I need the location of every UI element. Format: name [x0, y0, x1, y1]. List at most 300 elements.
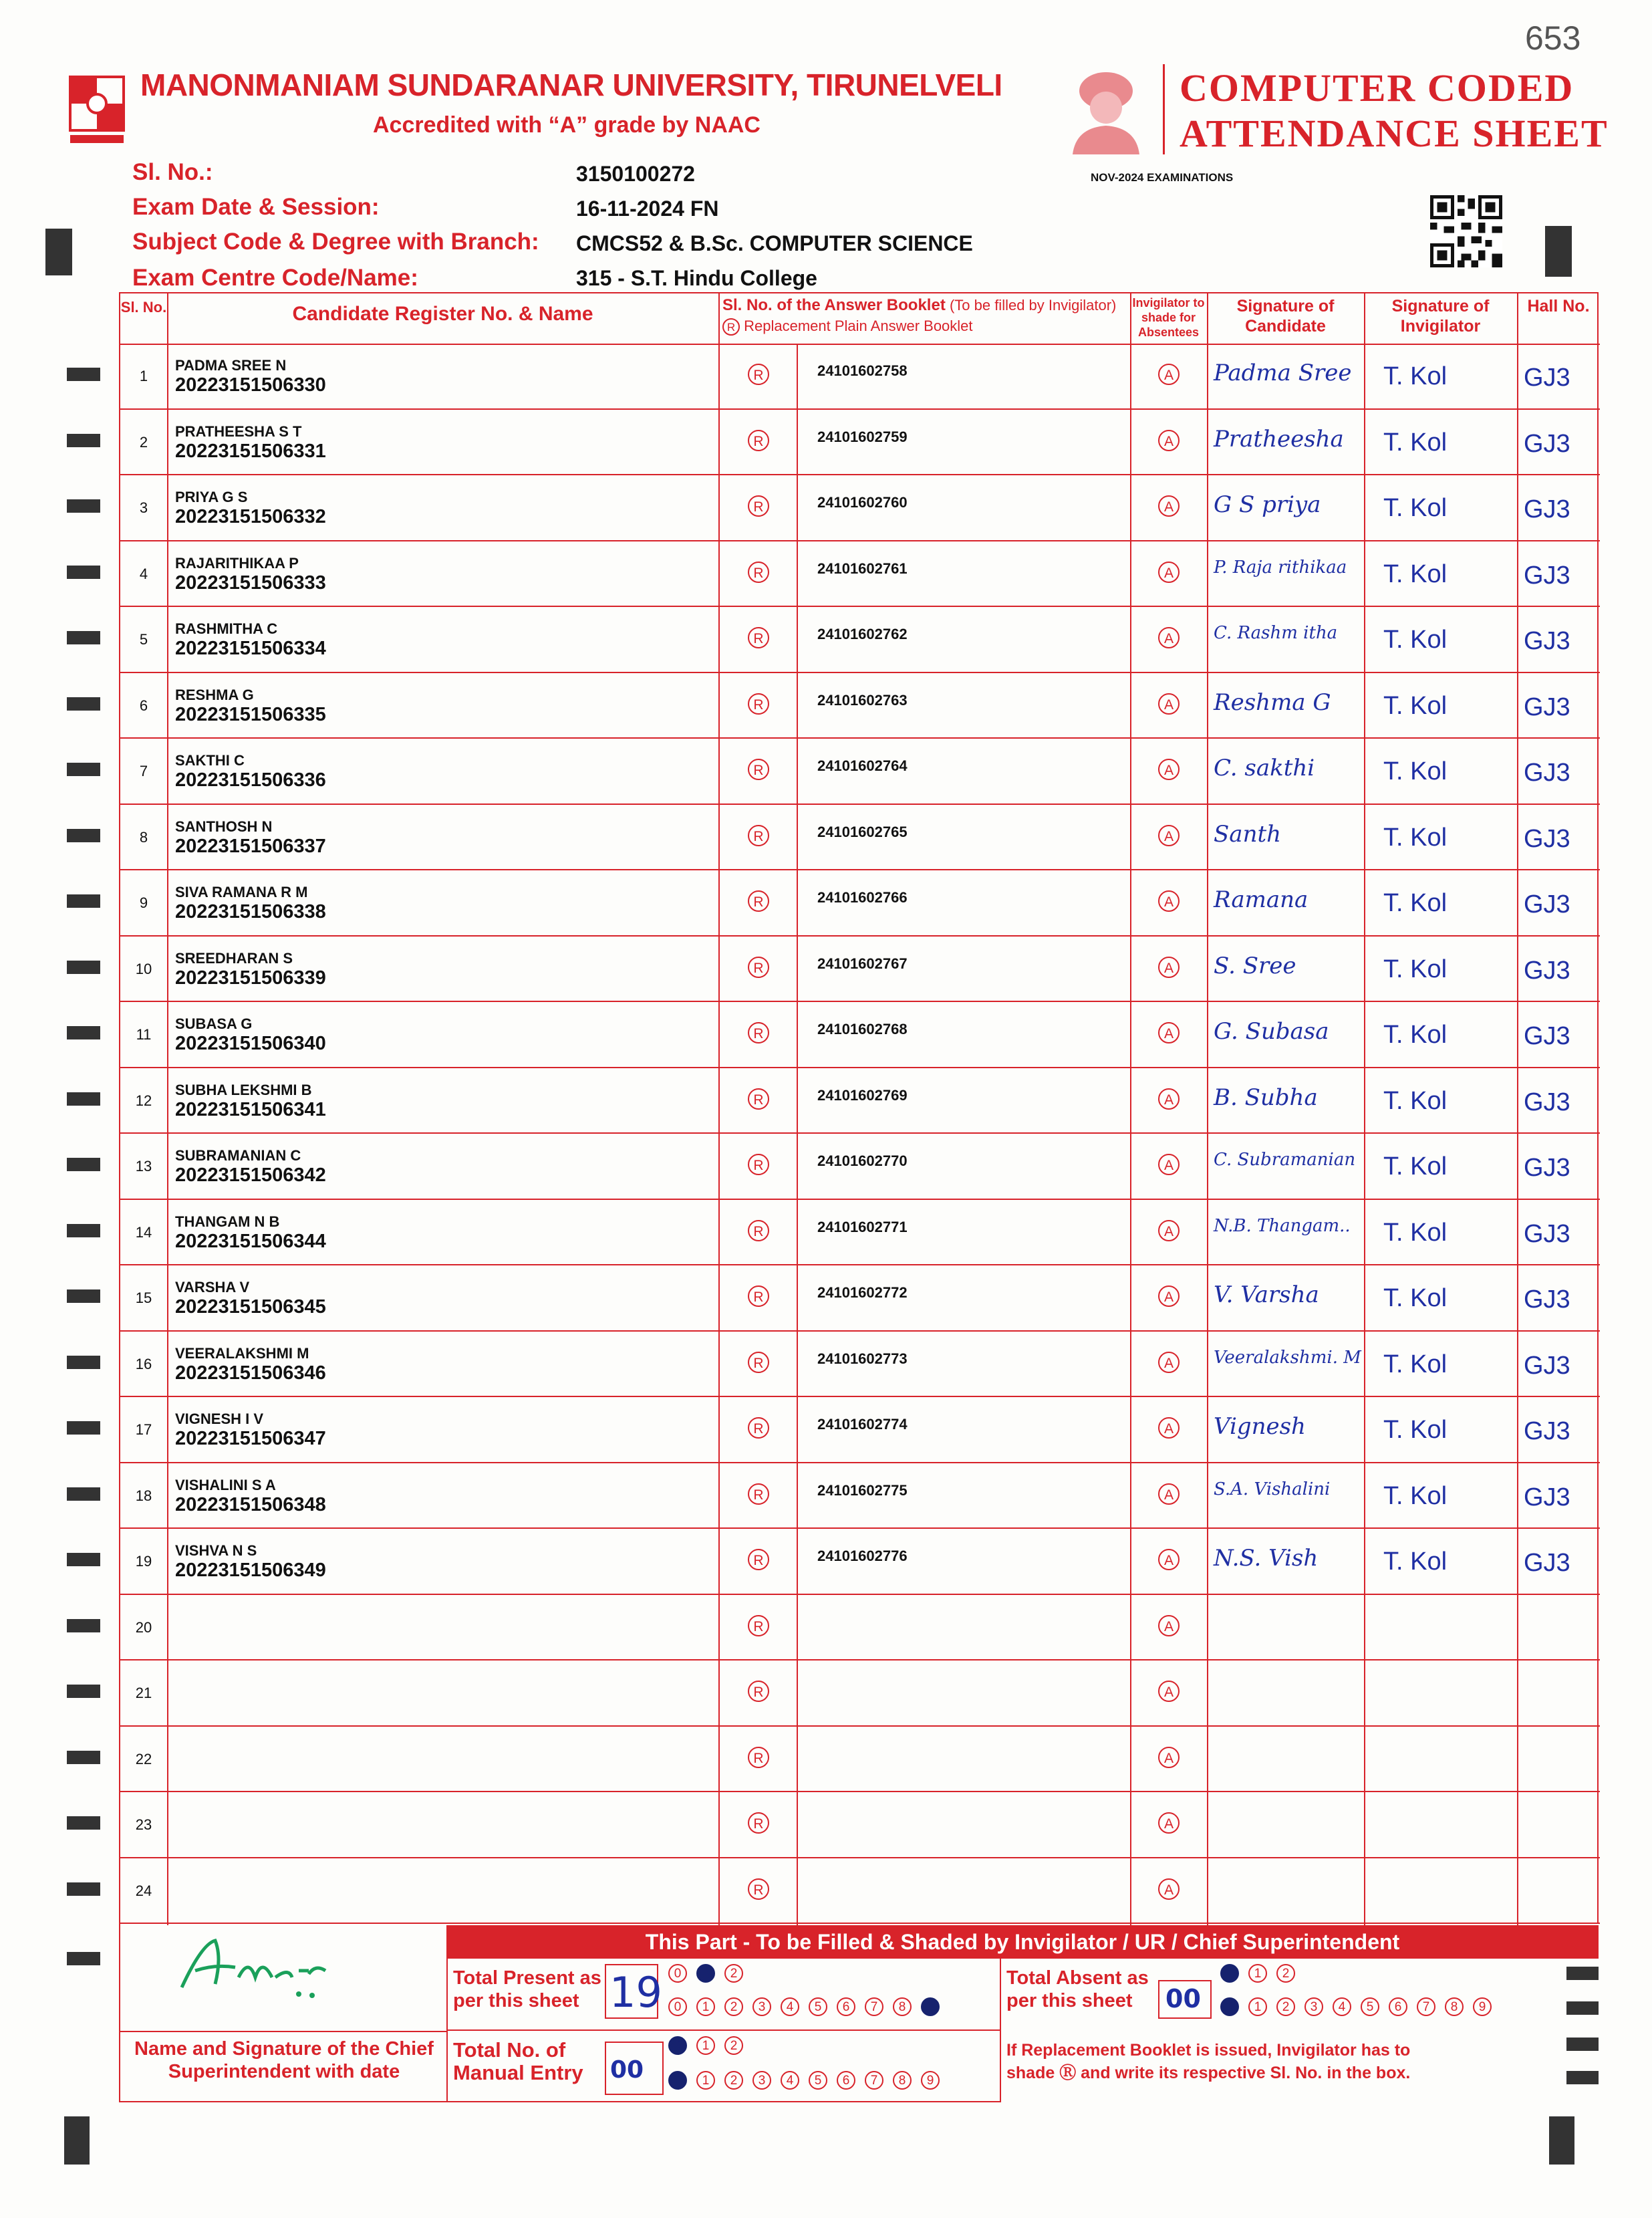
- chief-label: Name and Signature of the Chief Superintendent with date: [134, 2038, 434, 2082]
- replacement-bubble[interactable]: R: [748, 1615, 769, 1636]
- col-header-sig-candidate: Signature of Candidate: [1236, 297, 1335, 336]
- row-sl: 19: [135, 1553, 152, 1570]
- row-sl: 23: [135, 1816, 152, 1833]
- row-sl: 9: [139, 894, 148, 911]
- hall-number: GJ3: [1524, 495, 1570, 523]
- replacement-bubble[interactable]: R: [748, 1154, 769, 1175]
- invigilator-signature: T. Kol: [1383, 1152, 1448, 1181]
- absent-bubble[interactable]: A: [1158, 1088, 1180, 1110]
- digit-bubble[interactable]: 8: [1445, 1997, 1464, 2016]
- digit-bubble[interactable]: 2: [724, 1997, 743, 2016]
- hall-number: GJ3: [1524, 1549, 1570, 1577]
- table-row: [120, 673, 1600, 739]
- candidate-name: PRATHEESHA S T: [175, 422, 302, 440]
- digit-bubble[interactable]: 1: [696, 1997, 715, 2016]
- table-row: [120, 1200, 1600, 1266]
- candidate-name: RASHMITHA C: [175, 620, 278, 637]
- hall-number: GJ3: [1524, 1351, 1570, 1380]
- replacement-bubble[interactable]: R: [748, 1417, 769, 1439]
- row-sl: 22: [135, 1750, 152, 1767]
- candidate-name: RAJARITHIKAA P: [175, 554, 299, 572]
- candidate-name: SUBRAMANIAN C: [175, 1147, 301, 1164]
- replacement-bubble[interactable]: R: [748, 1088, 769, 1110]
- hall-number: GJ3: [1524, 364, 1570, 392]
- replacement-bubble[interactable]: R: [748, 693, 769, 715]
- timing-mark: [67, 961, 100, 974]
- register-number: 20223151506349: [175, 1560, 326, 1581]
- candidate-signature: G. Subasa: [1214, 1018, 1329, 1045]
- invigilator-signature: T. Kol: [1383, 1218, 1448, 1247]
- absent-bubble[interactable]: A: [1158, 1022, 1180, 1043]
- register-number: 20223151506346: [175, 1362, 326, 1384]
- absent-bubble[interactable]: A: [1158, 1812, 1180, 1834]
- register-number: 20223151506338: [175, 901, 326, 922]
- digit-bubble[interactable]: 2: [1276, 1964, 1295, 1983]
- register-number: 20223151506336: [175, 769, 326, 791]
- replacement-bubble[interactable]: R: [748, 1747, 769, 1768]
- invigilator-signature: T. Kol: [1383, 1548, 1448, 1576]
- replacement-bubble[interactable]: R: [748, 364, 769, 385]
- timing-mark: [67, 697, 100, 711]
- exam-date-label: Exam Date & Session:: [132, 194, 380, 220]
- replacement-bubble[interactable]: R: [748, 495, 769, 517]
- table-row: [120, 607, 1600, 673]
- register-number: 20223151506344: [175, 1230, 326, 1252]
- col-header-sig-invigilator: Signature of Invigilator: [1391, 297, 1490, 336]
- digit-bubble[interactable]: 1: [696, 2036, 715, 2055]
- total-absent-label: Total Absent as per this sheet: [1006, 1967, 1149, 2011]
- absent-bubble[interactable]: A: [1158, 1747, 1180, 1768]
- table-row: [120, 1727, 1600, 1793]
- replacement-bubble[interactable]: R: [748, 430, 769, 451]
- replacement-bubble[interactable]: R: [748, 1549, 769, 1570]
- attendance-table: [119, 292, 1599, 1924]
- booklet-number: 24101602770: [817, 1152, 908, 1169]
- absent-bubble[interactable]: A: [1158, 1417, 1180, 1439]
- digit-bubble[interactable]: 4: [781, 2071, 799, 2090]
- hall-number: GJ3: [1524, 693, 1570, 721]
- table-row: [120, 1332, 1600, 1398]
- row-sl: 7: [139, 763, 148, 779]
- hall-number: GJ3: [1524, 1154, 1570, 1182]
- row-sl: 12: [135, 1092, 152, 1109]
- booklet-number: 24101602758: [817, 362, 908, 379]
- row-sl: 24: [135, 1882, 152, 1899]
- booklet-number: 24101602773: [817, 1350, 908, 1367]
- timing-mark: [67, 894, 100, 908]
- table-row: [120, 1002, 1600, 1068]
- row-sl: 5: [139, 631, 148, 648]
- col-header-booklet: [718, 296, 1130, 315]
- absent-bubble[interactable]: A: [1158, 627, 1180, 648]
- absent-bubble[interactable]: A: [1158, 495, 1180, 517]
- invigilator-signature: T. Kol: [1383, 1284, 1448, 1312]
- candidate-signature: Pratheesha: [1214, 425, 1344, 453]
- digit-bubble[interactable]: 7: [865, 1997, 883, 2016]
- sl-no-label: Sl. No.:: [132, 159, 213, 185]
- invigilator-signature: T. Kol: [1383, 1350, 1448, 1378]
- absent-bubble[interactable]: A: [1158, 957, 1180, 978]
- digit-bubble[interactable]: 1: [1248, 1997, 1267, 2016]
- row-sl: 2: [139, 433, 148, 451]
- total-absent-value: 00: [1165, 1984, 1201, 2013]
- digit-bubble[interactable]: 6: [837, 1997, 855, 2016]
- table-row: [120, 1792, 1600, 1858]
- candidate-signature: Padma Sree: [1214, 360, 1352, 386]
- col-header-sl: Sl. No.: [120, 299, 167, 316]
- candidate-signature: N.B. Thangam..: [1214, 1215, 1351, 1236]
- candidate-name: RESHMA G: [175, 686, 254, 703]
- candidate-signature: N.S. Vish: [1214, 1545, 1319, 1572]
- total-present-label: Total Present as per this sheet: [453, 1967, 601, 2011]
- candidate-name: VISHALINI S A: [175, 1476, 276, 1493]
- digit-bubble[interactable]: 2: [724, 2036, 743, 2055]
- digit-bubble[interactable]: 9: [921, 1997, 940, 2016]
- timing-mark: [67, 1816, 100, 1830]
- candidate-signature: C. Subramanian: [1214, 1150, 1356, 1170]
- replacement-bubble[interactable]: R: [748, 1812, 769, 1834]
- centre-value: 315 - S.T. Hindu College: [576, 266, 817, 290]
- candidate-name: VISHVA N S: [175, 1542, 257, 1559]
- hall-number: GJ3: [1524, 561, 1570, 590]
- register-number: 20223151506339: [175, 967, 326, 989]
- absent-bubble[interactable]: A: [1158, 1681, 1180, 1702]
- candidate-signature: Santh: [1214, 820, 1282, 848]
- absent-bubble[interactable]: A: [1158, 1615, 1180, 1636]
- digit-bubble[interactable]: 3: [752, 2071, 771, 2090]
- timing-mark: [67, 1553, 100, 1566]
- header-divider: [1163, 64, 1165, 154]
- register-number: 20223151506331: [175, 440, 326, 462]
- absent-bubble[interactable]: A: [1158, 1352, 1180, 1373]
- booklet-number: 24101602771: [817, 1218, 908, 1235]
- table-row: [120, 739, 1600, 805]
- row-sl: 18: [135, 1487, 152, 1504]
- timing-mark: [1566, 1967, 1599, 1980]
- manual-entry-label: Total No. of Manual Entry: [453, 2038, 583, 2084]
- timing-mark: [67, 763, 100, 776]
- absent-bubble[interactable]: A: [1158, 890, 1180, 912]
- replacement-symbol-icon: R: [722, 318, 740, 336]
- timing-mark: [67, 829, 100, 842]
- digit-bubble[interactable]: 3: [1304, 1997, 1323, 2016]
- table-row: [120, 541, 1600, 608]
- register-number: 20223151506330: [175, 374, 326, 396]
- absent-bubble[interactable]: A: [1158, 364, 1180, 385]
- row-sl: 3: [139, 499, 148, 516]
- timing-mark: [1566, 2001, 1599, 2015]
- replacement-bubble[interactable]: R: [748, 562, 769, 583]
- invigilator-signature: T. Kol: [1383, 1021, 1448, 1049]
- candidate-signature: C. sakthi: [1214, 755, 1315, 781]
- registration-mark: [1549, 2116, 1574, 2165]
- candidate-name: PRIYA G S: [175, 489, 248, 505]
- booklet-number: 24101602762: [817, 626, 908, 642]
- registration-mark: [45, 229, 72, 275]
- timing-mark: [67, 1289, 100, 1303]
- timing-mark: [67, 1421, 100, 1435]
- hall-number: GJ3: [1524, 1483, 1570, 1511]
- register-number: 20223151506334: [175, 638, 326, 659]
- registration-mark: [64, 2116, 90, 2165]
- table-row: [120, 1397, 1600, 1463]
- table-row: [120, 1529, 1600, 1595]
- col-header-replacement-text: Replacement Plain Answer Booklet: [744, 318, 973, 334]
- registration-mark: [1545, 226, 1572, 277]
- timing-mark: [67, 1751, 100, 1764]
- absent-bubble[interactable]: A: [1158, 693, 1180, 715]
- centre-label: Exam Centre Code/Name:: [132, 265, 418, 291]
- row-sl: 6: [139, 697, 148, 714]
- hall-number: GJ3: [1524, 1088, 1570, 1116]
- table-row: [120, 410, 1600, 476]
- candidate-name: THANGAM N B: [175, 1213, 280, 1230]
- digit-bubble[interactable]: 0: [668, 1997, 687, 2016]
- table-row: [120, 1265, 1600, 1332]
- subject-label: Subject Code & Degree with Branch:: [132, 229, 539, 255]
- sheet-title: [1180, 66, 1609, 156]
- timing-mark: [67, 499, 100, 513]
- invigilator-signature: T. Kol: [1383, 823, 1448, 852]
- timing-mark: [67, 1619, 100, 1632]
- absent-bubble[interactable]: A: [1158, 1878, 1180, 1900]
- register-number: 20223151506335: [175, 703, 326, 725]
- replacement-bubble[interactable]: R: [748, 1022, 769, 1043]
- booklet-number: 24101602766: [817, 889, 908, 906]
- absent-bubble[interactable]: A: [1158, 1483, 1180, 1505]
- candidate-signature: Ramana: [1214, 886, 1309, 913]
- sheet-title-line2: ATTENDANCE SHEET: [1180, 112, 1609, 155]
- register-number: 20223151506347: [175, 1428, 326, 1449]
- hall-number: GJ3: [1524, 824, 1570, 853]
- timing-mark: [67, 1356, 100, 1369]
- table-row: [120, 870, 1600, 937]
- timing-mark: [67, 1952, 100, 1965]
- register-number: 20223151506337: [175, 835, 326, 857]
- digit-bubble[interactable]: 4: [781, 1997, 799, 2016]
- digit-bubble[interactable]: 0: [1220, 1964, 1239, 1983]
- replacement-bubble[interactable]: R: [748, 1352, 769, 1373]
- candidate-signature: Vignesh: [1214, 1413, 1306, 1440]
- candidate-signature: P. Raja rithikaa: [1214, 557, 1347, 578]
- digit-bubble[interactable]: 9: [1473, 1997, 1492, 2016]
- row-sl: 1: [139, 368, 148, 384]
- founder-portrait-icon: [1063, 64, 1149, 154]
- university-logo-icon: [67, 74, 127, 147]
- examinations-label: NOV-2024 EXAMINATIONS: [1091, 171, 1234, 184]
- col-header-hall: Hall No.: [1527, 297, 1590, 316]
- register-number: 20223151506341: [175, 1098, 326, 1120]
- table-row: [120, 1134, 1600, 1200]
- hall-number: GJ3: [1524, 627, 1570, 655]
- booklet-number: 24101602774: [817, 1416, 908, 1433]
- booklet-number: 24101602769: [817, 1086, 908, 1104]
- digit-bubble[interactable]: 1: [696, 2071, 715, 2090]
- table-row: [120, 1595, 1600, 1661]
- table-row: [120, 1660, 1600, 1727]
- candidate-name: VEERALAKSHMI M: [175, 1344, 309, 1362]
- candidate-signature: S. Sree: [1214, 952, 1296, 979]
- absent-bubble[interactable]: A: [1158, 1154, 1180, 1175]
- replacement-note: If Replacement Booklet is issued, Invigilator has to shade Ⓡ and write its respective Sl. No. in the box.: [1006, 2041, 1411, 2082]
- candidate-signature: Reshma G: [1214, 689, 1331, 716]
- booklet-number: 24101602759: [817, 428, 908, 445]
- digit-bubble[interactable]: 2: [1276, 1997, 1295, 2016]
- replacement-bubble[interactable]: R: [748, 890, 769, 912]
- booklet-number: 24101602768: [817, 1021, 908, 1037]
- timing-mark: [67, 631, 100, 644]
- manual-entry-value: 00: [610, 2056, 644, 2084]
- row-sl: 13: [135, 1158, 152, 1175]
- invigilator-signature: T. Kol: [1383, 494, 1448, 522]
- row-sl: 8: [139, 828, 148, 846]
- digit-bubble[interactable]: 2: [724, 1964, 743, 1983]
- digit-bubble[interactable]: 9: [921, 2071, 940, 2090]
- sheet-title-line1: COMPUTER CODED: [1180, 66, 1574, 110]
- row-sl: 16: [135, 1355, 152, 1372]
- digit-bubble[interactable]: 0: [668, 2071, 687, 2090]
- register-number: 20223151506345: [175, 1296, 326, 1318]
- candidate-name: PADMA SREE N: [175, 357, 287, 374]
- page-number-handwritten: 653: [1525, 19, 1581, 57]
- row-sl: 17: [135, 1421, 152, 1438]
- replacement-bubble[interactable]: R: [748, 1220, 769, 1241]
- footer-band: This Part - To be Filled & Shaded by Invigilator / UR / Chief Superintendent: [446, 1925, 1599, 1959]
- qr-code-icon: [1430, 195, 1502, 267]
- booklet-number: 24101602761: [817, 560, 908, 577]
- timing-mark: [67, 566, 100, 579]
- digit-bubble[interactable]: 1: [696, 1964, 715, 1983]
- accreditation: Accredited with “A” grade by NAAC: [373, 112, 761, 138]
- booklet-number: 24101602775: [817, 1481, 908, 1499]
- replacement-bubble[interactable]: R: [748, 1681, 769, 1702]
- row-sl: 20: [135, 1618, 152, 1636]
- absent-bubble[interactable]: A: [1158, 1220, 1180, 1241]
- digit-bubble[interactable]: 5: [809, 1997, 827, 2016]
- university-name: MANONMANIAM SUNDARANAR UNIVERSITY, TIRUNELVELI: [140, 68, 1002, 102]
- invigilator-signature: T. Kol: [1383, 1416, 1448, 1444]
- digit-bubble[interactable]: 7: [865, 2071, 883, 2090]
- timing-mark: [67, 434, 100, 447]
- digit-bubble[interactable]: 0: [668, 2036, 687, 2055]
- hall-number: GJ3: [1524, 956, 1570, 985]
- col-header-replacement: [722, 318, 1123, 336]
- booklet-number: 24101602760: [817, 494, 908, 511]
- digit-bubble[interactable]: 4: [1333, 1997, 1351, 2016]
- candidate-name: SREEDHARAN S: [175, 949, 293, 967]
- total-present-value: 19: [609, 1968, 662, 2017]
- booklet-number: 24101602767: [817, 955, 908, 972]
- replacement-bubble[interactable]: R: [748, 825, 769, 846]
- row-sl: 10: [135, 960, 152, 977]
- table-row: [120, 475, 1600, 541]
- replacement-bubble[interactable]: R: [748, 1483, 769, 1505]
- hall-number: GJ3: [1524, 1022, 1570, 1050]
- absent-bubble[interactable]: A: [1158, 759, 1180, 780]
- candidate-signature: B. Subha: [1214, 1084, 1318, 1111]
- table-row: [120, 1858, 1600, 1925]
- replacement-bubble[interactable]: R: [748, 1878, 769, 1900]
- candidate-signature: C. Rashm itha: [1214, 623, 1338, 643]
- absent-bubble[interactable]: A: [1158, 825, 1180, 846]
- row-sl: 14: [135, 1223, 152, 1241]
- absent-bubble[interactable]: A: [1158, 562, 1180, 583]
- invigilator-signature: T. Kol: [1383, 757, 1448, 785]
- digit-bubble[interactable]: 2: [724, 2071, 743, 2090]
- invigilator-signature: T. Kol: [1383, 1086, 1448, 1115]
- candidate-signature: Veeralakshmi. M: [1214, 1347, 1361, 1368]
- register-number: 20223151506342: [175, 1164, 326, 1186]
- hall-number: GJ3: [1524, 1417, 1570, 1445]
- replacement-bubble[interactable]: R: [748, 957, 769, 978]
- col-header-booklet-main: Sl. No. of the Answer Booklet: [722, 296, 946, 314]
- digit-bubble[interactable]: 6: [1389, 1997, 1407, 2016]
- timing-mark: [67, 1487, 100, 1501]
- invigilator-signature: T. Kol: [1383, 691, 1448, 720]
- replacement-bubble[interactable]: R: [748, 759, 769, 780]
- invigilator-signature: T. Kol: [1383, 362, 1448, 390]
- table-row: [120, 344, 1600, 410]
- invigilator-signature: T. Kol: [1383, 955, 1448, 983]
- invigilator-signature: T. Kol: [1383, 1481, 1448, 1510]
- candidate-name: SUBASA G: [175, 1015, 253, 1032]
- invigilator-signature: T. Kol: [1383, 889, 1448, 917]
- digit-bubble[interactable]: 1: [1248, 1964, 1267, 1983]
- booklet-number: 24101602765: [817, 823, 908, 840]
- table-row: [120, 805, 1600, 871]
- hall-number: GJ3: [1524, 1219, 1570, 1248]
- subject-value: CMCS52 & B.Sc. COMPUTER SCIENCE: [576, 231, 973, 255]
- timing-mark: [67, 1224, 100, 1237]
- absent-bubble[interactable]: A: [1158, 1285, 1180, 1307]
- candidate-name: SAKTHI C: [175, 752, 245, 769]
- candidate-name: SIVA RAMANA R M: [175, 884, 308, 900]
- booklet-number: 24101602764: [817, 757, 908, 774]
- hall-number: GJ3: [1524, 759, 1570, 787]
- digit-bubble[interactable]: 8: [893, 1997, 912, 2016]
- candidate-name: SANTHOSH N: [175, 818, 273, 835]
- digit-bubble[interactable]: 7: [1417, 1997, 1435, 2016]
- col-header-candidate: Candidate Register No. & Name: [292, 303, 593, 325]
- digit-bubble[interactable]: 0: [668, 1964, 687, 1983]
- booklet-number: 24101602776: [817, 1548, 908, 1564]
- timing-mark: [67, 1685, 100, 1698]
- register-number: 20223151506332: [175, 506, 326, 527]
- digit-bubble[interactable]: 8: [893, 2071, 912, 2090]
- timing-mark: [67, 1026, 100, 1039]
- digit-bubble[interactable]: 3: [752, 1997, 771, 2016]
- register-number: 20223151506333: [175, 572, 326, 594]
- digit-bubble[interactable]: 5: [809, 2071, 827, 2090]
- register-number: 20223151506340: [175, 1033, 326, 1054]
- absent-bubble[interactable]: A: [1158, 1549, 1180, 1570]
- invigilator-signature: T. Kol: [1383, 626, 1448, 654]
- chief-signature: [175, 1931, 349, 2004]
- timing-mark: [67, 1092, 100, 1106]
- row-sl: 15: [135, 1289, 152, 1306]
- replacement-bubble[interactable]: R: [748, 1285, 769, 1307]
- candidate-signature: G S priya: [1214, 491, 1321, 518]
- absent-bubble[interactable]: A: [1158, 430, 1180, 451]
- digit-bubble[interactable]: 5: [1361, 1997, 1379, 2016]
- digit-bubble[interactable]: 6: [837, 2071, 855, 2090]
- hall-number: GJ3: [1524, 890, 1570, 918]
- row-sl: 21: [135, 1685, 152, 1701]
- sl-no-value: 3150100272: [576, 162, 695, 186]
- digit-bubble[interactable]: 0: [1220, 1997, 1239, 2016]
- invigilator-signature: T. Kol: [1383, 560, 1448, 588]
- replacement-bubble[interactable]: R: [748, 627, 769, 648]
